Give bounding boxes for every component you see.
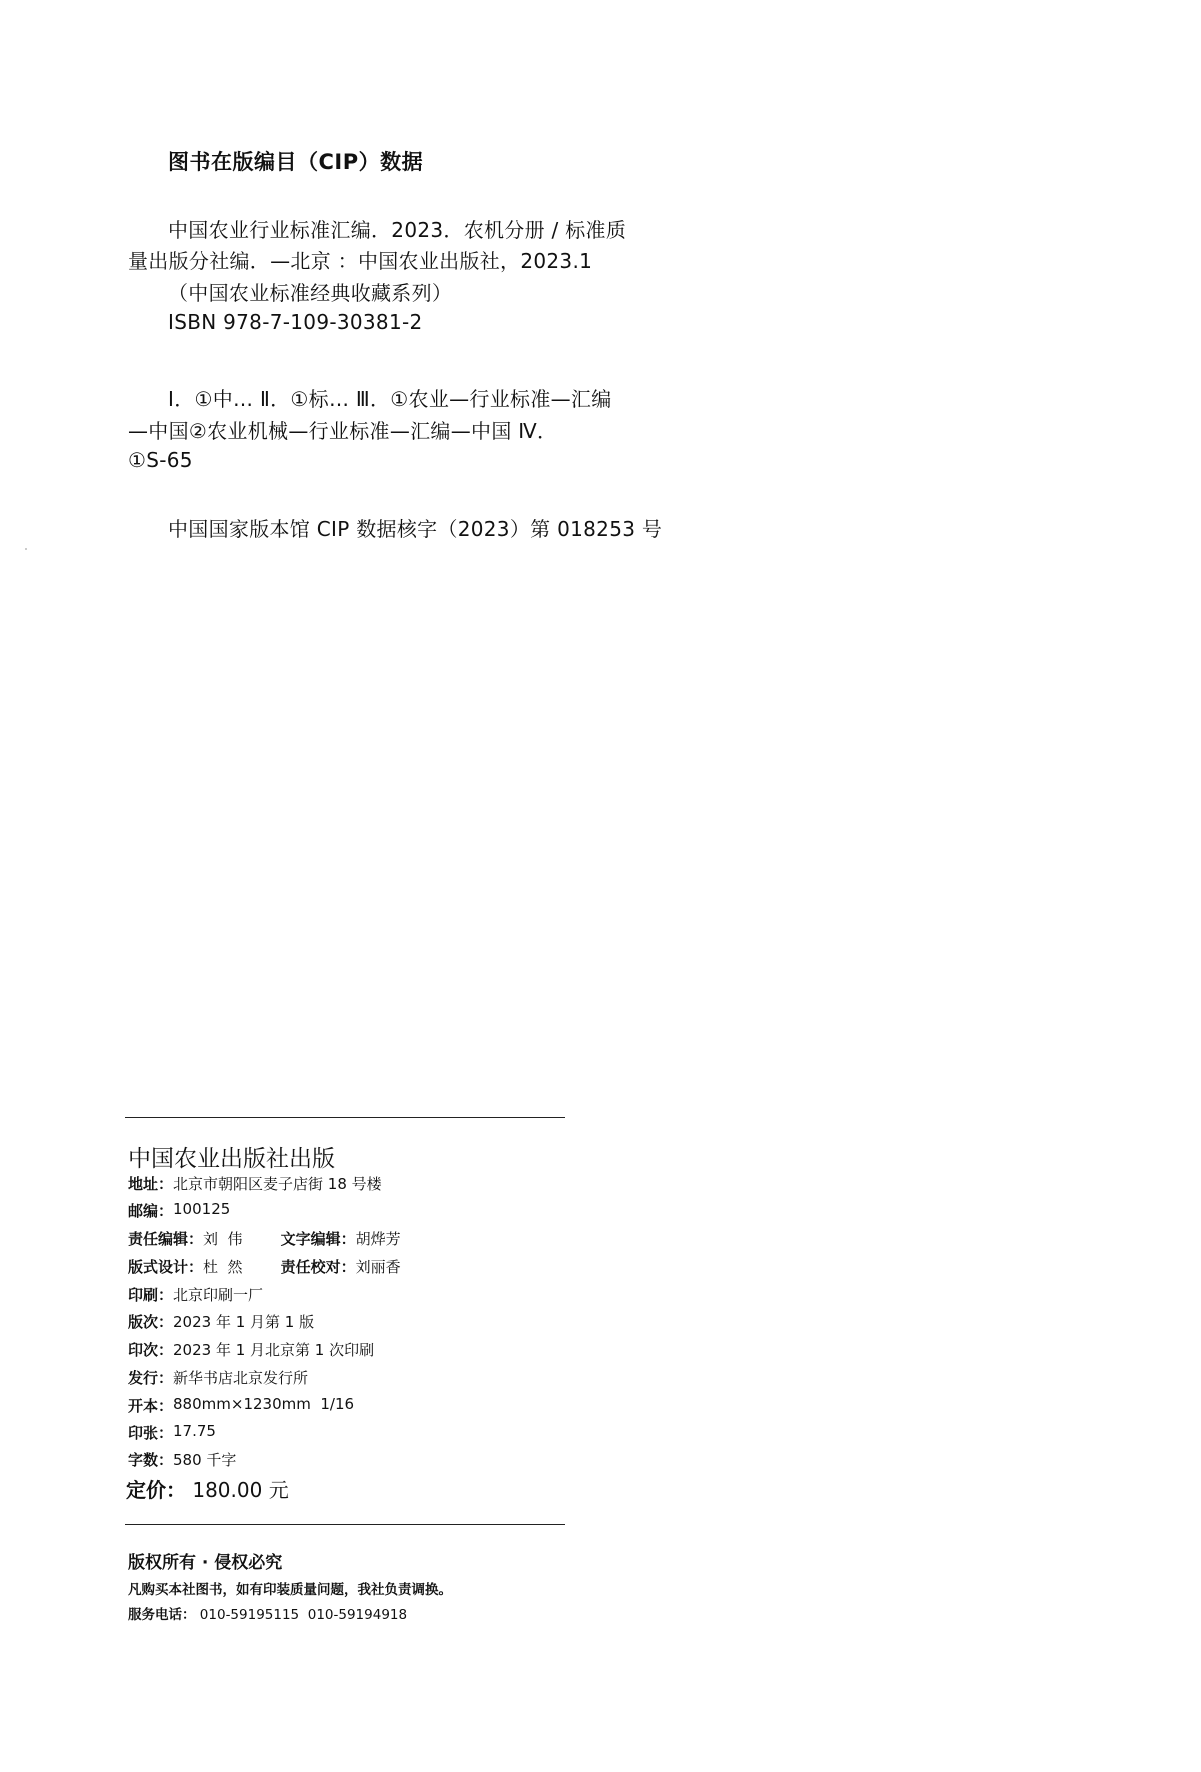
words-row bbox=[128, 1449, 236, 1470]
divider-top bbox=[125, 1117, 565, 1118]
sheets-value: 17.75 bbox=[173, 1422, 216, 1440]
format-row bbox=[128, 1395, 354, 1416]
printing-label: 印次： bbox=[128, 1341, 174, 1359]
address-label: 地址： bbox=[128, 1175, 174, 1193]
layout-label: 版式设计： bbox=[128, 1258, 204, 1276]
cip-series: （中国农业标准经典收藏系列） bbox=[168, 281, 453, 305]
cip-subject-line-2: —中国②农业机械—行业标准—汇编—中国 Ⅳ． bbox=[128, 419, 558, 443]
postcode-label: 邮编： bbox=[128, 1202, 174, 1220]
address-value: 北京市朝阳区麦子店街 18 号楼 bbox=[173, 1175, 382, 1193]
text-editor-value: 胡烨芳 bbox=[355, 1230, 401, 1248]
printer-row bbox=[128, 1284, 263, 1305]
service-label: 服务电话： bbox=[128, 1607, 196, 1623]
proofreader-label: 责任校对： bbox=[280, 1258, 356, 1276]
proofreader-value: 刘丽香 bbox=[355, 1258, 401, 1276]
editor-row bbox=[128, 1228, 401, 1249]
publisher-title: 中国农业出版社出版 bbox=[128, 1146, 335, 1172]
cip-heading: 图书在版编目（CIP）数据 bbox=[168, 150, 424, 174]
distributor-value: 新华书店北京发行所 bbox=[173, 1369, 309, 1387]
layout-value: 杜 然 bbox=[203, 1258, 243, 1276]
service-phones: 010-59195115 010-59194918 bbox=[199, 1607, 408, 1623]
text-editor-label: 文字编辑： bbox=[280, 1230, 356, 1248]
postcode-row bbox=[128, 1200, 230, 1221]
words-value: 580 千字 bbox=[173, 1451, 237, 1469]
address-row bbox=[128, 1173, 382, 1194]
rights-note: 凡购买本社图书，如有印装质量问题，我社负责调换。 bbox=[128, 1582, 452, 1598]
editor-value: 刘 伟 bbox=[203, 1230, 243, 1248]
printing-row bbox=[128, 1339, 374, 1360]
postcode-value: 100125 bbox=[173, 1200, 231, 1218]
rights-title: 版权所有 · 侵权必究 bbox=[128, 1553, 283, 1573]
divider-bottom bbox=[125, 1524, 565, 1525]
cip-title-line-1: 中国农业行业标准汇编．2023．农机分册 / 标准质 bbox=[168, 218, 627, 242]
cip-title-line-2: 量出版分社编．—北京 ：中国农业出版社，2023.1 bbox=[128, 249, 593, 273]
edition-value: 2023 年 1 月第 1 版 bbox=[173, 1313, 315, 1331]
service-row bbox=[128, 1603, 407, 1623]
cip-isbn: ISBN 978-7-109-30381-2 bbox=[168, 310, 423, 334]
words-label: 字数： bbox=[128, 1451, 174, 1469]
sheets-row bbox=[128, 1422, 216, 1443]
price-value: 180.00 元 bbox=[192, 1478, 289, 1502]
price-row bbox=[126, 1474, 289, 1503]
distributor-row bbox=[128, 1367, 308, 1388]
format-label: 开本： bbox=[128, 1397, 174, 1415]
distributor-label: 发行： bbox=[128, 1369, 174, 1387]
cip-classification: ①S-65 bbox=[128, 448, 193, 472]
layout-row bbox=[128, 1256, 401, 1277]
edition-label: 版次： bbox=[128, 1313, 174, 1331]
edition-row bbox=[128, 1311, 314, 1332]
format-value: 880mm×1230mm 1/16 bbox=[173, 1395, 355, 1413]
editor-label: 责任编辑： bbox=[128, 1230, 204, 1248]
sheets-label: 印张： bbox=[128, 1424, 174, 1442]
scan-speck bbox=[25, 548, 27, 550]
cip-subject-line-1: Ⅰ．①中… Ⅱ．①标… Ⅲ．①农业—行业标准—汇编 bbox=[168, 387, 612, 411]
printer-value: 北京印刷一厂 bbox=[173, 1286, 264, 1304]
price-label: 定价： bbox=[126, 1478, 186, 1502]
printing-value: 2023 年 1 月北京第 1 次印刷 bbox=[173, 1341, 375, 1359]
cip-record-number: 中国国家版本馆 CIP 数据核字（2023）第 018253 号 bbox=[168, 517, 663, 541]
printer-label: 印刷： bbox=[128, 1286, 174, 1304]
